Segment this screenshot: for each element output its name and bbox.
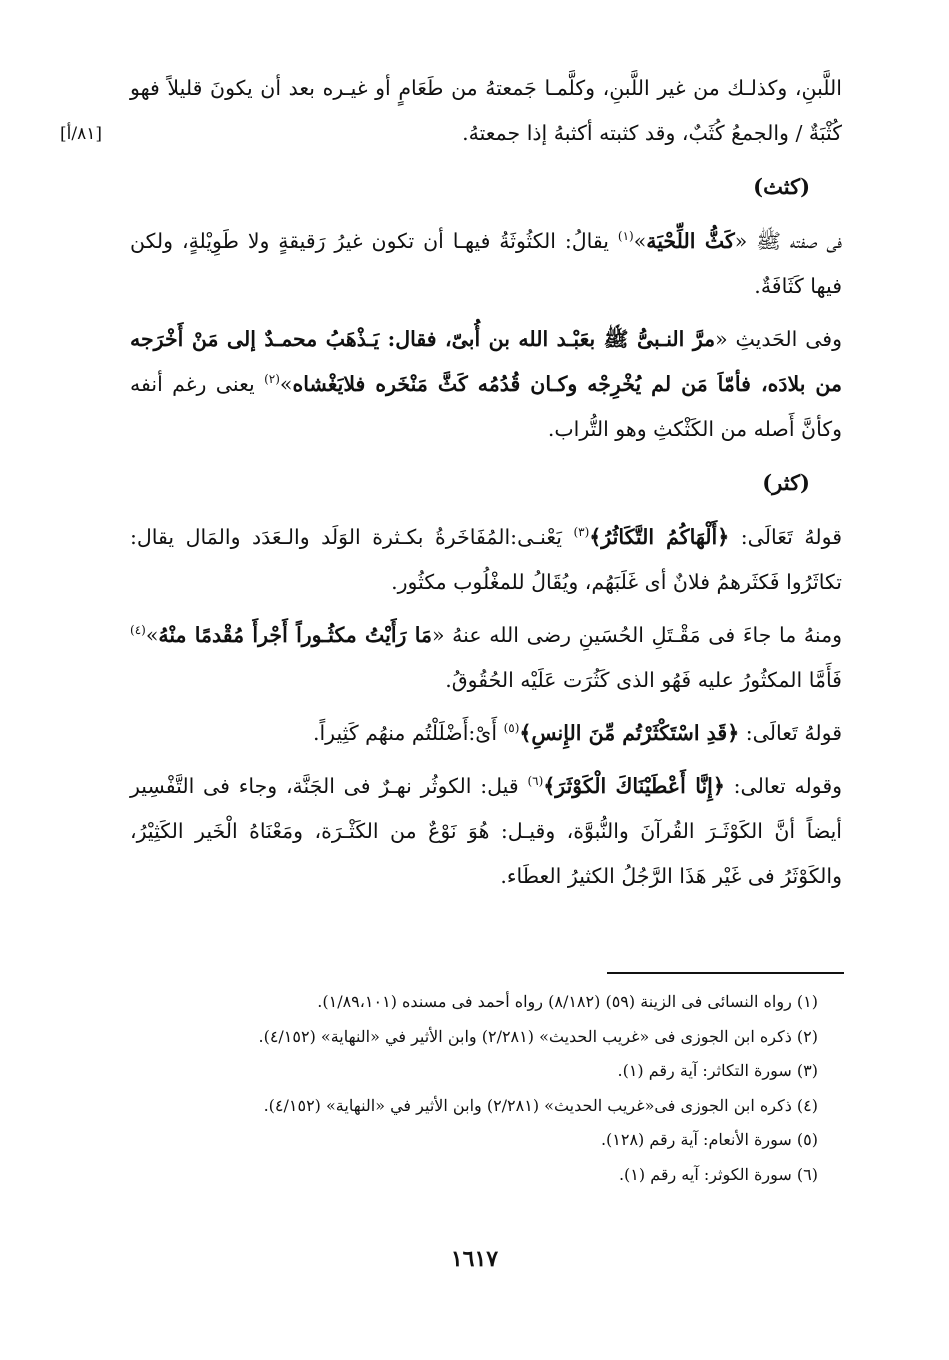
entry-heading-kthth: (كثث) xyxy=(753,174,810,199)
footnote-ref-5[interactable]: (٥) xyxy=(503,721,520,736)
quote-close-2: » xyxy=(279,372,293,396)
paragraph-1: اللَّبنِ، وكذلـك من غير اللَّبنِ، وكلَّمـا جَمعتهُ من طَعَامٍ أو غيـره بعد أن يكونَ قليلاً فهو كُثْبَةٌ / والجمعُ كُثَبٌ، وقد كثبته أكثبهُ إذا جمعتهُ. xyxy=(130,76,842,145)
paragraph-4-intro: قولهُ تَعَالَى: xyxy=(729,525,842,549)
paragraph-4 xyxy=(130,515,842,605)
paragraph-2-intro: فى صفته ﷺ « xyxy=(734,229,843,253)
hadith-quote-2: مرَّ النـبىُّ ﷺ بعَبْـد الله بن أُبىّ، فقال: يَـذْهَبُ محمـدٌ إلى مَنْ أَخْرَجه من بلادَه، فأمّاَ مَن لم يُخْرِجْه وكـان قُدُمُه كَثَّ مَنْخَره فلايَغْشاه xyxy=(130,327,842,396)
paragraph-4-rest: يَعْنـى:المُفَاخَرةُ بكـثرة الوَلَد والـعَدَد والمَال يقال: تكاثَرُوا فَكثَرهمُ فلانٌ أى غَلَبَهُم، ويُقَالُ للمغْلُوب مكثُور. xyxy=(130,525,842,594)
footnote-ref-1[interactable]: (١) xyxy=(617,229,634,244)
paragraph-5-rest: فَأَمَّا المكثُورُ عليه فَهُو الذى كَثُرَت عَلَيْه الحُقُوقُ. xyxy=(445,668,842,692)
footnote-3: (٣) سورة التكاثر: آية رقم (١). xyxy=(617,1061,818,1080)
paragraph-3 xyxy=(130,317,842,452)
paragraph-7 xyxy=(130,764,842,899)
narration-quote: مَا رَأَيْتُ مكثُـوراً أَجْرأَ مُقْدمًا منْهُ xyxy=(158,623,432,647)
entry-heading-kthr: (كثر) xyxy=(762,470,810,495)
folio-marker: [۸۱/أ] xyxy=(60,124,102,144)
paragraph-2 xyxy=(130,219,842,309)
paragraph-6-rest: أَىْ:أَضْلَلْتُم منهُم كَثِيراً. xyxy=(312,721,504,745)
quote-close-1: » xyxy=(633,229,647,253)
paragraph-6 xyxy=(130,711,842,756)
footnote-ref-2[interactable]: (٢) xyxy=(264,372,280,387)
hadith-quote-1: كَثُّ اللِّحْيَة xyxy=(646,229,735,253)
footnote-2: (٢) ذكره ابن الجوزى فى «غريب الحديث» (٢/٢٨١) وابن الأثير في «النهاية» (٤/١٥٢). xyxy=(258,1026,818,1046)
quran-verse-3: ﴿إِنَّا أَعْطَيْنَاكَ الْكَوْثَرَ﴾ xyxy=(543,774,725,798)
footnote-1: (١) رواه النسائى فى الزينة (٥٩) (٨/١٨٢) رواه أحمد فى مسنده (١/٨٩،١٠١). xyxy=(317,992,818,1011)
footnote-ref-3[interactable]: (٣) xyxy=(573,525,590,540)
quran-verse-2: ﴿قَدِ اسْتَكْثَرْتُم مِّنَ الإِنسِ﴾ xyxy=(519,721,740,745)
paragraph-7-intro: وقوله تعالى: xyxy=(724,774,843,798)
quote-close-3: » xyxy=(145,623,159,647)
footnote-6: (٦) سورة الكوثر: آيه رقم (١). xyxy=(618,1164,818,1184)
paragraph-7-rest: قيل: الكوثُر نهـرٌ فى الجَنَّة، وجاء فى التَّفْسِير أيضاً أنَّ الكَوْثَـرَ القُرآنَ والنُّبوَّة، وقيـل: هُوَ نَوْعٌ من الكَثْـرَة، ومَعْنَاهُ الْخَير الكَثِيْرُ، والكَوْثَرُ فى غَيْر هَذَا الرَّجُلُ الكثيرُ العطَاء. xyxy=(130,774,842,888)
main-text xyxy=(130,66,842,907)
footnote-ref-6[interactable]: (٦) xyxy=(527,774,544,789)
footnote-4: (٤) ذكره ابن الجوزى فى«غريب الحديث» (٢/٢٨١) وابن الأثير في «النهاية» (٤/١٥٢). xyxy=(263,1095,818,1115)
paragraph-6-intro: قولهُ تَعالَى: xyxy=(739,721,842,745)
paragraph-3-intro: وفى الحَديثِ « xyxy=(715,327,842,351)
quran-verse-1: ﴿أَلْهَاكُمُ التَّكَاثُرُ﴾ xyxy=(589,525,730,549)
footnotes xyxy=(130,985,818,1192)
footnote-ref-4[interactable]: (٤) xyxy=(130,623,146,638)
paragraph-3-rest: يعنى رغم أنفه وكأنَّ أَصله من الكَثْكثِ وهو التُّراب. xyxy=(130,372,842,441)
footnote-5: (٥) سورة الأنعام: آية رقم (١٢٨). xyxy=(600,1130,818,1149)
page-number: ١٦١٧ xyxy=(450,1246,499,1272)
paragraph-5-intro: ومنهُ ما جاءَ فى مَقْـتَلِ الحُسَينِ رضى الله عنهُ « xyxy=(431,623,842,647)
paragraph-2-rest: يقالُ: الكثُوثَةُ فيهـا أن تكون غيرُ رَقيقةٍ ولا طَوِيْلةٍ، ولكن فيها كَثَافَةٌ. xyxy=(130,229,842,298)
footnote-separator xyxy=(607,972,844,974)
paragraph-5 xyxy=(130,613,842,703)
